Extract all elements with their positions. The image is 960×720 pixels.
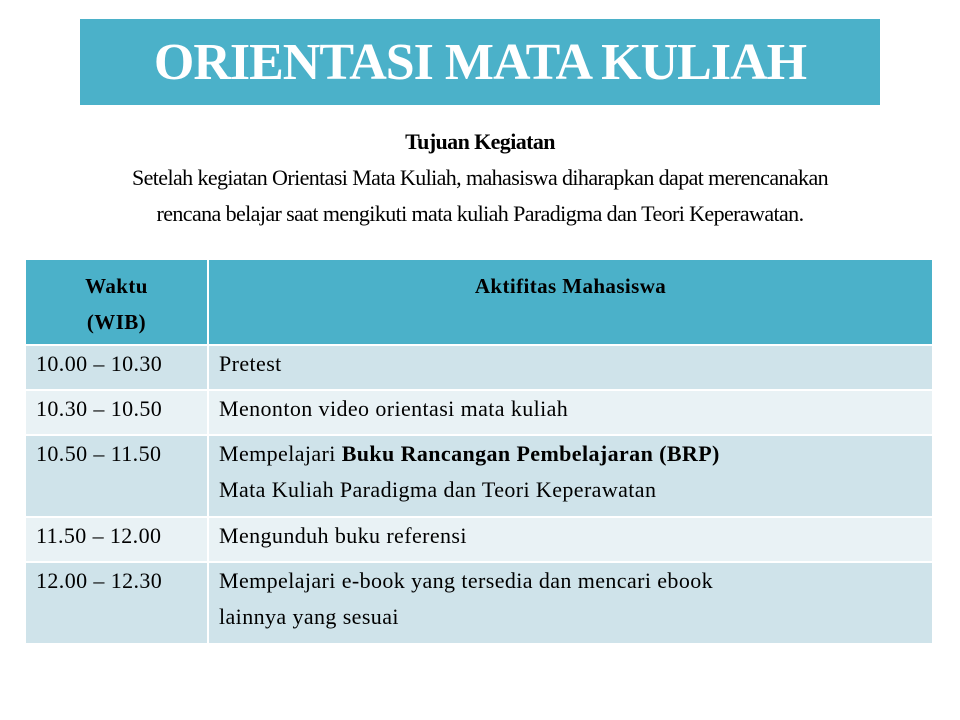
cell-activity-bold: Buku Rancangan Pembelajaran (BRP) [341, 441, 720, 466]
cell-activity-line-2: lainnya yang sesuai [219, 604, 399, 629]
cell-activity-line-1: Mempelajari e-book yang tersedia dan mencari ebook [219, 568, 714, 593]
page-title: ORIENTASI MATA KULIAH [153, 33, 807, 91]
cell-activity [208, 562, 933, 644]
header-time-line-1: Waktu [85, 274, 148, 298]
cell-activity-prefix: Mempelajari [219, 441, 342, 466]
objective-section [40, 124, 920, 232]
objective-line-2: rencana belajar saat mengikuti mata kuliah Paradigma dan Teori Keperawatan. [156, 201, 804, 226]
table-row [26, 517, 933, 562]
cell-time: 10.50 – 11.50 [26, 435, 208, 517]
table-row [26, 345, 933, 390]
header-time-line-2: (WIB) [86, 310, 147, 334]
cell-activity [208, 435, 933, 517]
table-row [26, 562, 933, 644]
cell-activity: Pretest [208, 345, 933, 390]
cell-time: 12.00 – 12.30 [26, 562, 208, 644]
objective-line-1: Setelah kegiatan Orientasi Mata Kuliah, mahasiswa diharapkan dapat merencanakan [131, 165, 829, 190]
header-activity [208, 260, 933, 345]
cell-activity: Menonton video orientasi mata kuliah [208, 390, 933, 435]
cell-activity-line-2: Mata Kuliah Paradigma dan Teori Keperawatan [219, 477, 657, 502]
cell-activity: Mengunduh buku referensi [208, 517, 933, 562]
cell-time: 10.00 – 10.30 [26, 345, 208, 390]
table-row [26, 390, 933, 435]
objective-heading: Tujuan Kegiatan [405, 129, 555, 154]
cell-time: 10.30 – 10.50 [26, 390, 208, 435]
cell-time: 11.50 – 12.00 [26, 517, 208, 562]
title-banner [80, 19, 880, 105]
header-time [26, 260, 208, 345]
table-header-row [26, 260, 933, 345]
schedule-table [26, 260, 934, 645]
header-activity-label: Aktifitas Mahasiswa [474, 274, 667, 298]
table-row [26, 435, 933, 517]
